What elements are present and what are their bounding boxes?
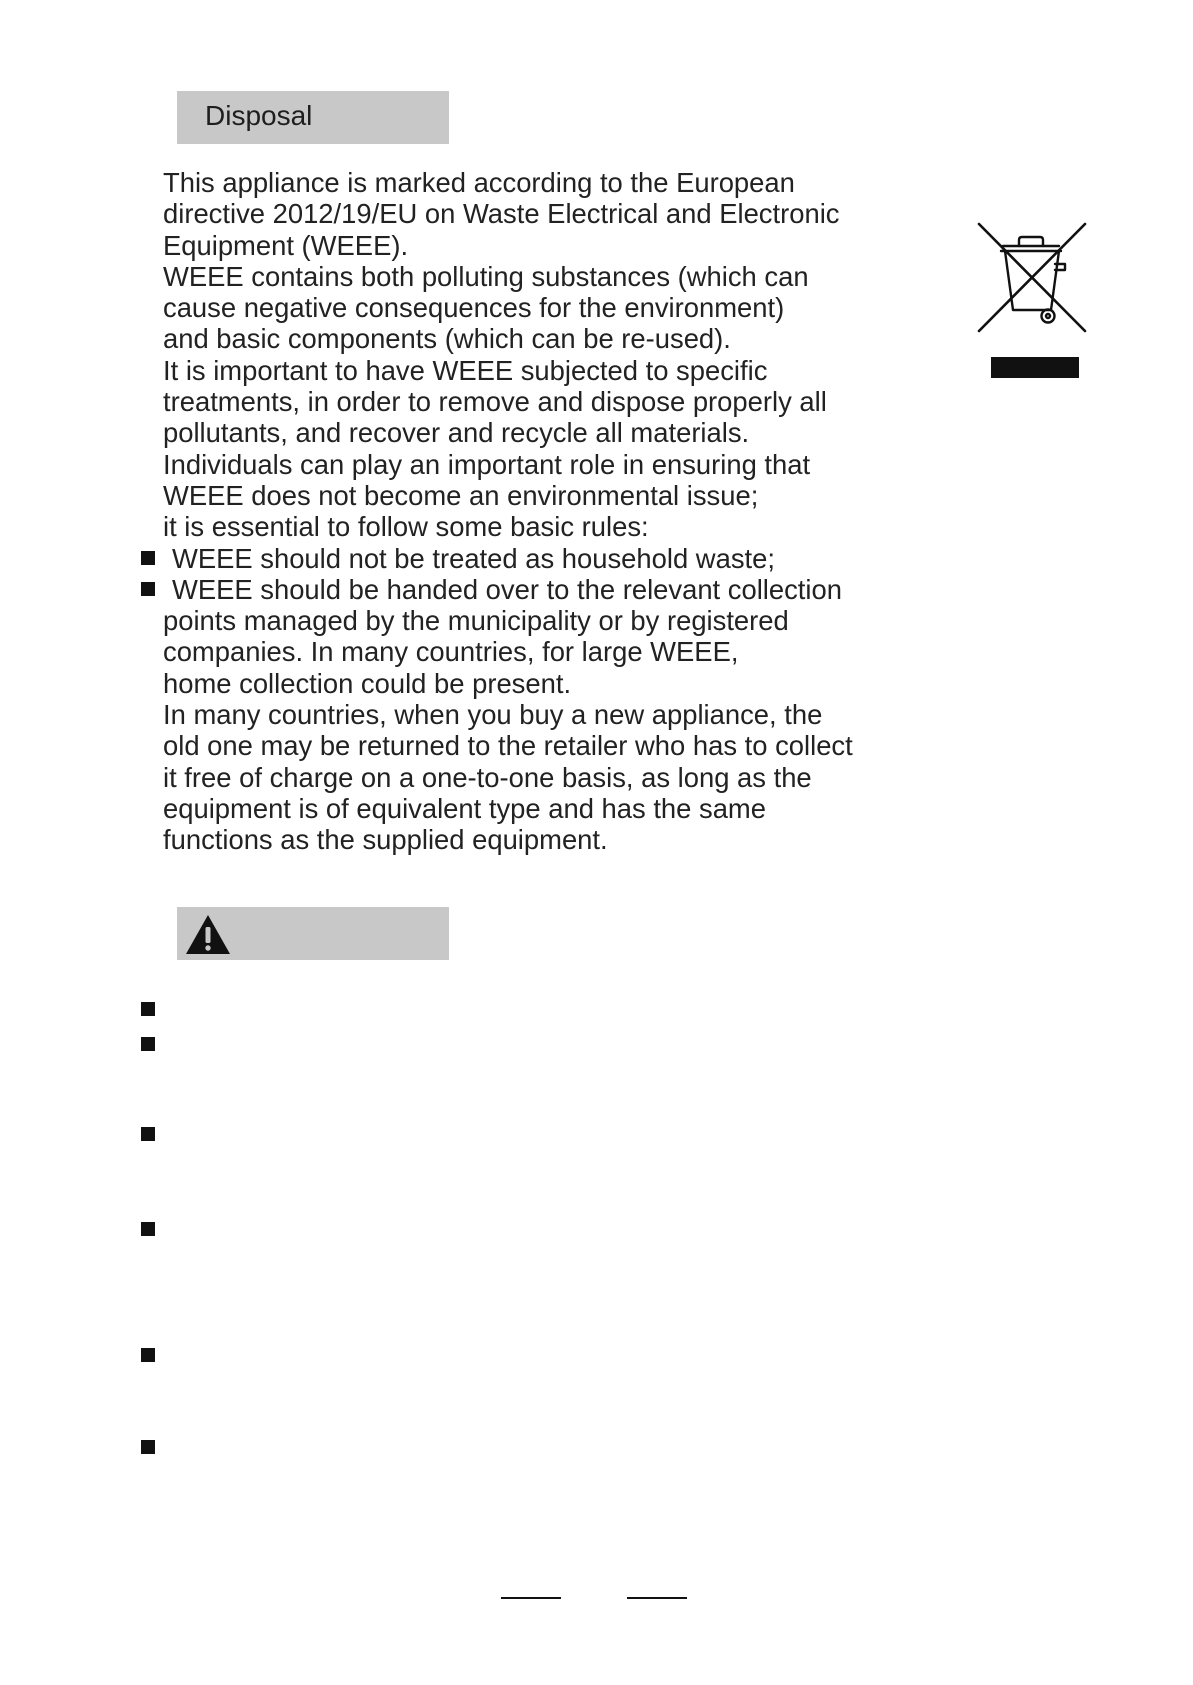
disposal-heading: Disposal xyxy=(205,100,313,131)
disposal-line: WEEE contains both polluting substances (which can xyxy=(163,260,809,292)
disposal-line: functions as the supplied equipment. xyxy=(163,824,608,856)
warning-heading-band xyxy=(177,907,449,960)
footer-rule xyxy=(627,1597,687,1599)
rule-text: WEEE should not be treated as household waste; xyxy=(172,542,775,574)
disposal-line: WEEE does not become an environmental issue; xyxy=(163,479,759,511)
disposal-line: companies. In many countries, for large WEEE, xyxy=(163,636,739,668)
disposal-line: directive 2012/19/EU on Waste Electrical and Electronic xyxy=(163,198,840,230)
disposal-body xyxy=(163,167,933,856)
warning-bullet-icon xyxy=(141,1440,155,1454)
bullet-square-icon xyxy=(141,582,155,596)
warning-bullet-icon xyxy=(141,1002,155,1016)
disposal-line: it free of charge on a one-to-one basis, as long as the xyxy=(163,761,812,793)
footer-rule xyxy=(501,1597,561,1599)
crossed-out-wheelie-bin-icon xyxy=(975,218,1090,380)
rule-item xyxy=(172,543,942,574)
disposal-heading-band xyxy=(177,91,449,144)
disposal-line: and basic components (which can be re-used). xyxy=(163,323,731,355)
disposal-line: treatments, in order to remove and dispose properly all xyxy=(163,386,827,418)
warning-bullet-icon xyxy=(141,1222,155,1236)
disposal-line: It is important to have WEEE subjected to specific xyxy=(163,354,768,386)
disposal-line: old one may be returned to the retailer who has to collect xyxy=(163,730,853,762)
disposal-line: cause negative consequences for the environment) xyxy=(163,292,785,324)
disposal-line: This appliance is marked according to the European xyxy=(163,167,795,198)
disposal-line: home collection could be present. xyxy=(163,667,572,699)
warning-bullet-icon xyxy=(141,1037,155,1051)
disposal-line: equipment is of equivalent type and has the same xyxy=(163,792,766,824)
disposal-line: In many countries, when you buy a new appliance, the xyxy=(163,699,823,731)
disposal-line: points managed by the municipality or by registered xyxy=(163,605,789,637)
disposal-line: pollutants, and recover and recycle all materials. xyxy=(163,417,750,449)
warning-bullet-icon xyxy=(141,1348,155,1362)
rule-text: WEEE should be handed over to the relevant collection xyxy=(172,573,842,605)
disposal-line: Individuals can play an important role in ensuring that xyxy=(163,448,811,480)
warning-bullet-icon xyxy=(141,1127,155,1141)
disposal-line: it is essential to follow some basic rules: xyxy=(163,511,649,543)
warning-triangle-icon xyxy=(183,911,233,957)
bullet-square-icon xyxy=(141,551,155,565)
disposal-line: Equipment (WEEE). xyxy=(163,229,409,261)
rule-item xyxy=(172,574,942,605)
